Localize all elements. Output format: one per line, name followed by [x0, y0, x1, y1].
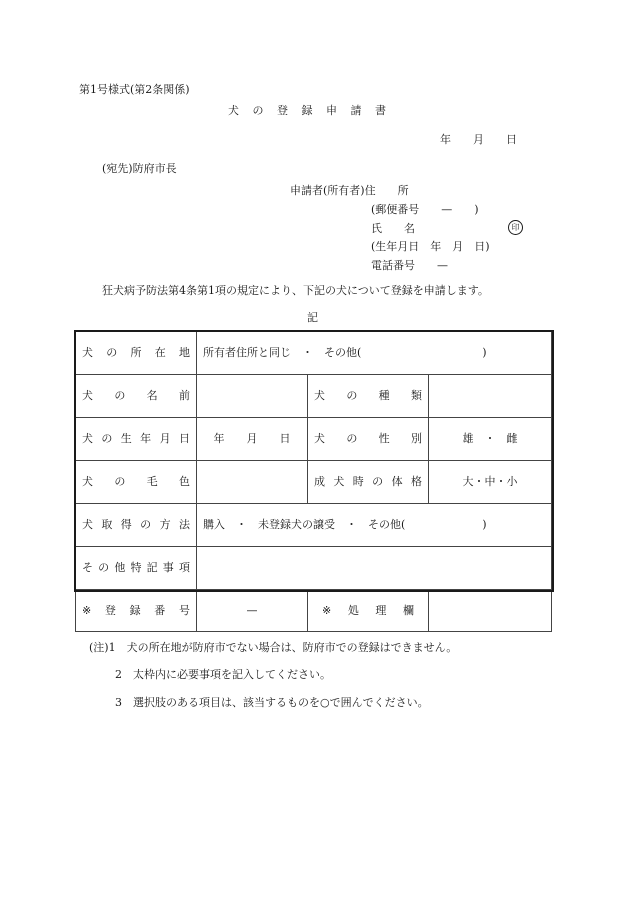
- label-size: [308, 461, 429, 504]
- label-char: の: [372, 475, 384, 488]
- label-coat: [76, 461, 197, 504]
- registration-table: [75, 331, 552, 632]
- label-char: 格: [410, 475, 422, 488]
- value-size[interactable]: 大・中・小: [429, 461, 552, 504]
- applicant-name: 氏 名: [371, 222, 415, 235]
- label-char: の: [101, 432, 113, 445]
- note-3: 3 選択肢のある項目は、該当するものを○で囲んでください。: [115, 696, 429, 709]
- label-regno: [76, 590, 197, 632]
- label-char: の: [114, 389, 126, 402]
- label-char: 犬: [82, 432, 93, 445]
- label-other: [76, 547, 197, 590]
- applicant-birth: (生年月日 年 月 日): [371, 240, 490, 253]
- row-birthday: [76, 418, 552, 461]
- label-char: 成: [314, 475, 325, 488]
- row-coat: [76, 461, 552, 504]
- label-sex: [308, 418, 429, 461]
- value-acquire[interactable]: 購入 ・ 未登録犬の譲受 ・ その他( ): [197, 504, 552, 547]
- label-char: 録: [129, 603, 141, 617]
- label-char: 名: [146, 389, 158, 402]
- label-char: 生: [120, 432, 132, 445]
- label-char: 在: [154, 346, 166, 359]
- row-other: [76, 547, 552, 590]
- label-char: 犬: [314, 432, 325, 445]
- row-registration: [76, 590, 552, 632]
- value-regno: —: [197, 590, 308, 632]
- label-char: 他: [114, 561, 126, 574]
- label-char: 犬: [82, 518, 93, 531]
- value-other[interactable]: [197, 547, 552, 590]
- note-2: 2 太枠内に必要事項を記入してください。: [115, 668, 331, 681]
- label-char: の: [106, 346, 118, 359]
- label-char: 種: [378, 389, 390, 402]
- value-birthday[interactable]: 年 月 日: [197, 418, 308, 461]
- form-number: 第1号様式(第2条関係): [79, 83, 190, 96]
- label-char: 法: [178, 518, 190, 531]
- value-sex[interactable]: 雄 ・ 雌: [429, 418, 552, 461]
- label-char: の: [346, 389, 358, 402]
- applicant-phone: 電話番号 —: [371, 259, 448, 272]
- note-1: (注)1 犬の所在地が防府市でない場合は、防府市での登録はできません。: [89, 641, 458, 654]
- applicant-postal: (郵便番号 — ): [371, 203, 479, 216]
- label-char: 前: [178, 389, 190, 402]
- row-acquire: [76, 504, 552, 547]
- label-char: 理: [375, 603, 387, 617]
- label-location: [76, 332, 197, 375]
- label-char: 日: [178, 432, 190, 445]
- label-char: 年: [140, 432, 152, 445]
- label-char: 地: [179, 346, 190, 359]
- applicant-address: 申請者(所有者)住 所: [290, 184, 409, 197]
- label-char: 項: [178, 561, 190, 574]
- label-char: 犬: [314, 389, 325, 402]
- label-char: 得: [120, 518, 132, 531]
- label-name: [76, 375, 197, 418]
- seal-mark: 印: [508, 220, 523, 235]
- value-coat[interactable]: [197, 461, 308, 504]
- label-char: 色: [178, 475, 190, 488]
- label-char: 類: [410, 389, 422, 402]
- label-birthday: [76, 418, 197, 461]
- label-char: 犬: [82, 346, 93, 359]
- value-breed[interactable]: [429, 375, 552, 418]
- label-char: 犬: [333, 475, 345, 488]
- ki-heading: 記: [307, 311, 318, 324]
- label-char: 体: [391, 475, 403, 488]
- label-acquire: [76, 504, 197, 547]
- label-char: の: [114, 475, 126, 488]
- label-char: 記: [146, 561, 158, 574]
- value-name[interactable]: [197, 375, 308, 418]
- label-char: 所: [130, 346, 142, 359]
- label-char: 犬: [82, 475, 93, 488]
- label-char: 月: [159, 432, 171, 445]
- row-name: [76, 375, 552, 418]
- value-process: [429, 590, 552, 632]
- label-char: の: [346, 432, 358, 445]
- label-char: 事: [162, 561, 174, 574]
- label-char: の: [98, 561, 110, 574]
- row-location: [76, 332, 552, 375]
- label-char: 毛: [146, 475, 158, 488]
- label-char: 登: [104, 603, 116, 617]
- label-char: 性: [378, 432, 390, 445]
- label-char: の: [140, 518, 152, 531]
- label-char: 番: [154, 603, 166, 617]
- label-char: 方: [159, 518, 171, 531]
- label-char: 犬: [82, 389, 93, 402]
- label-breed: [308, 375, 429, 418]
- label-char: ※: [322, 603, 332, 617]
- label-char: 号: [178, 603, 190, 617]
- label-char: 取: [101, 518, 113, 531]
- date-field: 年 月 日: [440, 133, 517, 146]
- label-char: 特: [130, 561, 142, 574]
- label-char: 欄: [403, 603, 414, 617]
- label-char: ※: [82, 603, 92, 617]
- addressee: (宛先)防府市長: [102, 162, 177, 175]
- page-title: 犬 の 登 録 申 請 書: [228, 104, 386, 117]
- label-char: 別: [410, 432, 422, 445]
- label-char: そ: [82, 561, 93, 574]
- label-process: [308, 590, 429, 632]
- label-char: 処: [347, 603, 359, 617]
- value-location[interactable]: 所有者住所と同じ ・ その他( ): [197, 332, 552, 375]
- label-char: 時: [352, 475, 364, 488]
- statement: 狂犬病予防法第4条第1項の規定により、下記の犬について登録を申請します。: [102, 284, 489, 297]
